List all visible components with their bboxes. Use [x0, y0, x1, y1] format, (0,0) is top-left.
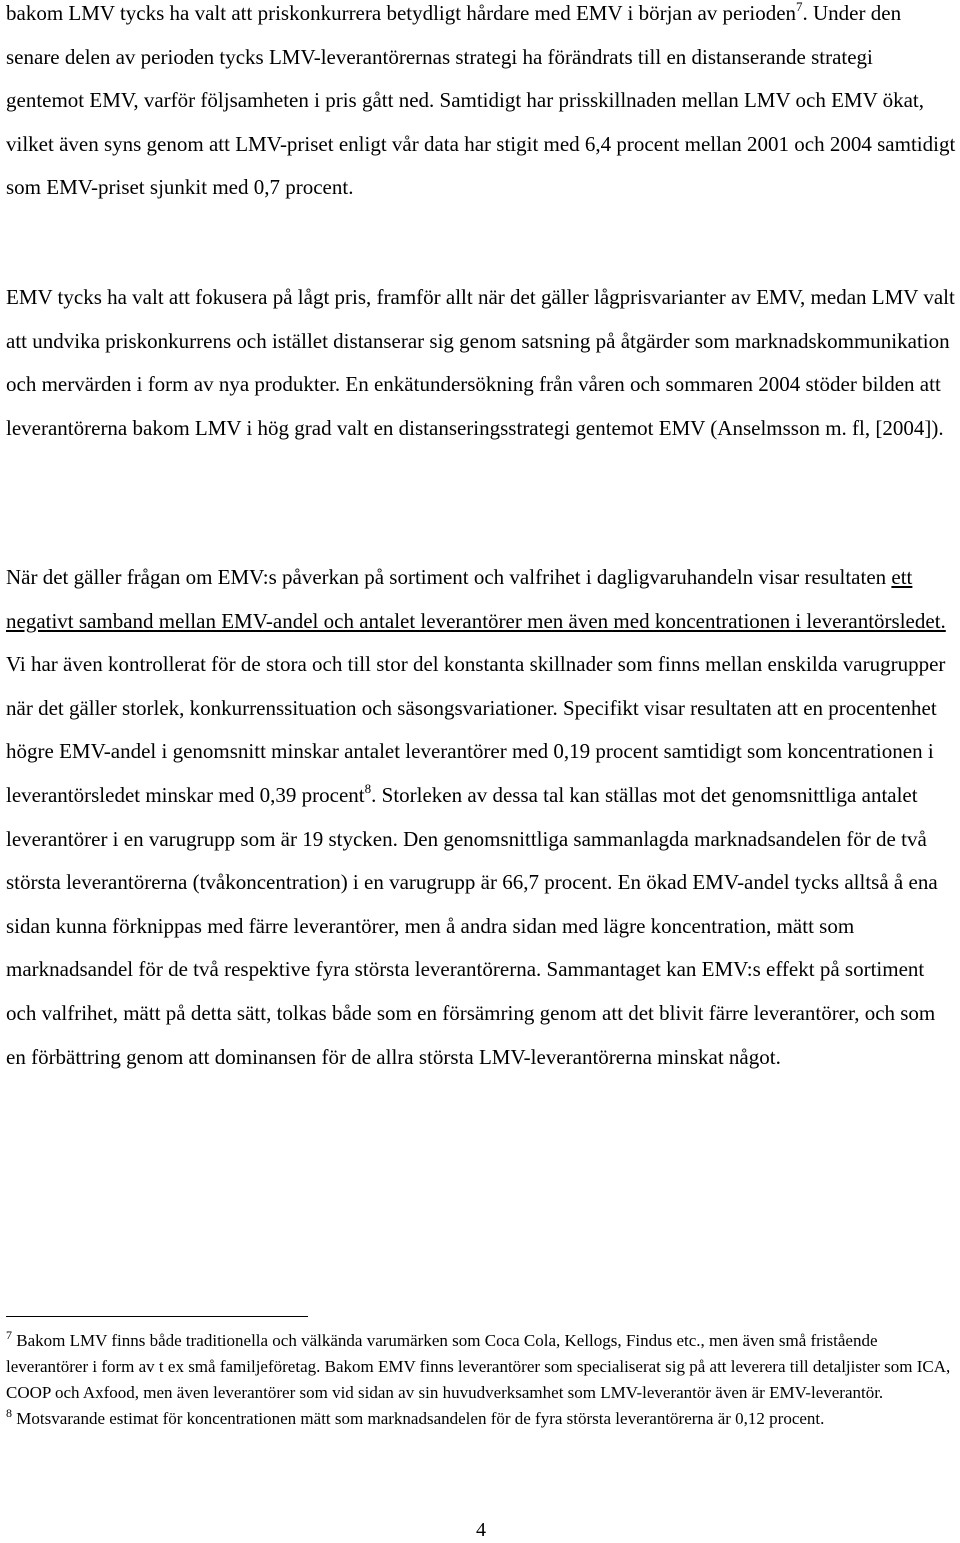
paragraph-3-text-b: Vi har även kontrollerat för de stora och till stor del konstanta skillnader som finns mellan enskilda varugrupper när det gäller storlek, konkurrenssituation och säsongsvariationer. Specifikt visar resultaten att en procentenhet högre EMV-andel i genomsnitt minskar antalet leverantörer med 0,19 procent samtidigt som koncentrationen i leverantörsledet minskar med 0,39 procent: [6, 652, 946, 807]
footnote-8-number: 8: [6, 1406, 12, 1420]
footnote-ref-8[interactable]: 8: [364, 780, 372, 796]
footnote-separator: [6, 1316, 308, 1317]
footnote-ref-7[interactable]: 7: [796, 0, 803, 14]
paragraph-3: [6, 556, 956, 1079]
footnote-7: [6, 1328, 956, 1406]
footnote-7-number: 7: [6, 1328, 12, 1342]
paragraph-3-text-c: . Storleken av dessa tal kan ställas mot det genomsnittliga antalet leverantörer i en varugrupp som är 19 stycken. Den genomsnittliga sammanlagda marknadsandelen för de två största leverantörerna (tvåkoncentration) i en varugrupp är 66,7 procent. En ökad EMV-andel tycks alltså å ena sidan kunna förknippas med färre leverantörer, men å andra sidan med lägre koncentration, mätt som marknadsandel för de två respektive fyra största leverantörerna. Sammantaget kan EMV:s effekt på sortiment och valfrihet, mätt på detta sätt, tolkas både som en försämring genom att det blivit färre leverantörer, och som en förbättring genom att dominansen för de allra största LMV-leverantörerna minskat något.: [6, 782, 938, 1069]
paragraph-1-text-b: . Under den senare delen av perioden tycks LMV-leverantörernas strategi ha förändrats till en distanserande strategi gentemot EMV, varför följsamheten i pris gått ned. Samtidigt har prisskillnaden mellan LMV och EMV ökat, vilket även syns genom att LMV-priset enligt vår data har stigit med 6,4 procent mellan 2001 och 2004 samtidigt som EMV-priset sjunkit med 0,7 procent.: [6, 1, 956, 200]
paragraph-1: [6, 0, 956, 210]
footnote-8: [6, 1406, 956, 1432]
paragraph-2: [6, 276, 956, 450]
paragraph-1-text-a: bakom LMV tycks ha valt att priskonkurrera betydligt hårdare med EMV i början av perioden: [6, 1, 797, 25]
footnotes: [6, 1328, 956, 1432]
paragraph-2-text: EMV tycks ha valt att fokusera på lågt pris, framför allt när det gäller lågprisvarianter av EMV, medan LMV valt att undvika priskonkurrens och istället distanserar sig genom satsning på åtgärder som marknadskommunikation och mervärden i form av nya produkter. En enkätundersökning från våren och sommaren 2004 stöder bilden att leverantörerna bakom LMV i hög grad valt en distanseringsstrategi gentemot EMV (Anselmsson m. fl, [2004]).: [6, 285, 955, 440]
footnote-8-text: Motsvarande estimat för koncentrationen mätt som marknadsandelen för de fyra största leverantörerna är 0,12 procent.: [12, 1409, 825, 1428]
page-number: 4: [476, 1519, 486, 1541]
paragraph-3-text-a: När det gäller frågan om EMV:s påverkan på sortiment och valfrihet i dagligvaruhandeln visar resultaten: [6, 565, 892, 589]
footnote-7-text: Bakom LMV finns både traditionella och välkända varumärken som Coca Cola, Kellogs, Findus etc., men även små fristående leverantörer i form av t ex små familjeföretag. Bakom EMV finns leverantörer som specialiserat sig på att leverera till detaljister som ICA, COOP och Axfood, men även leverantörer som vid sidan av sin huvudverksamhet som LMV-leverantör även är EMV-leverantör.: [6, 1331, 951, 1402]
underlined-finding: ett negativt samband mellan EMV-andel och antalet leverantörer men även med koncentrationen i leverantörsledet.: [6, 565, 946, 633]
